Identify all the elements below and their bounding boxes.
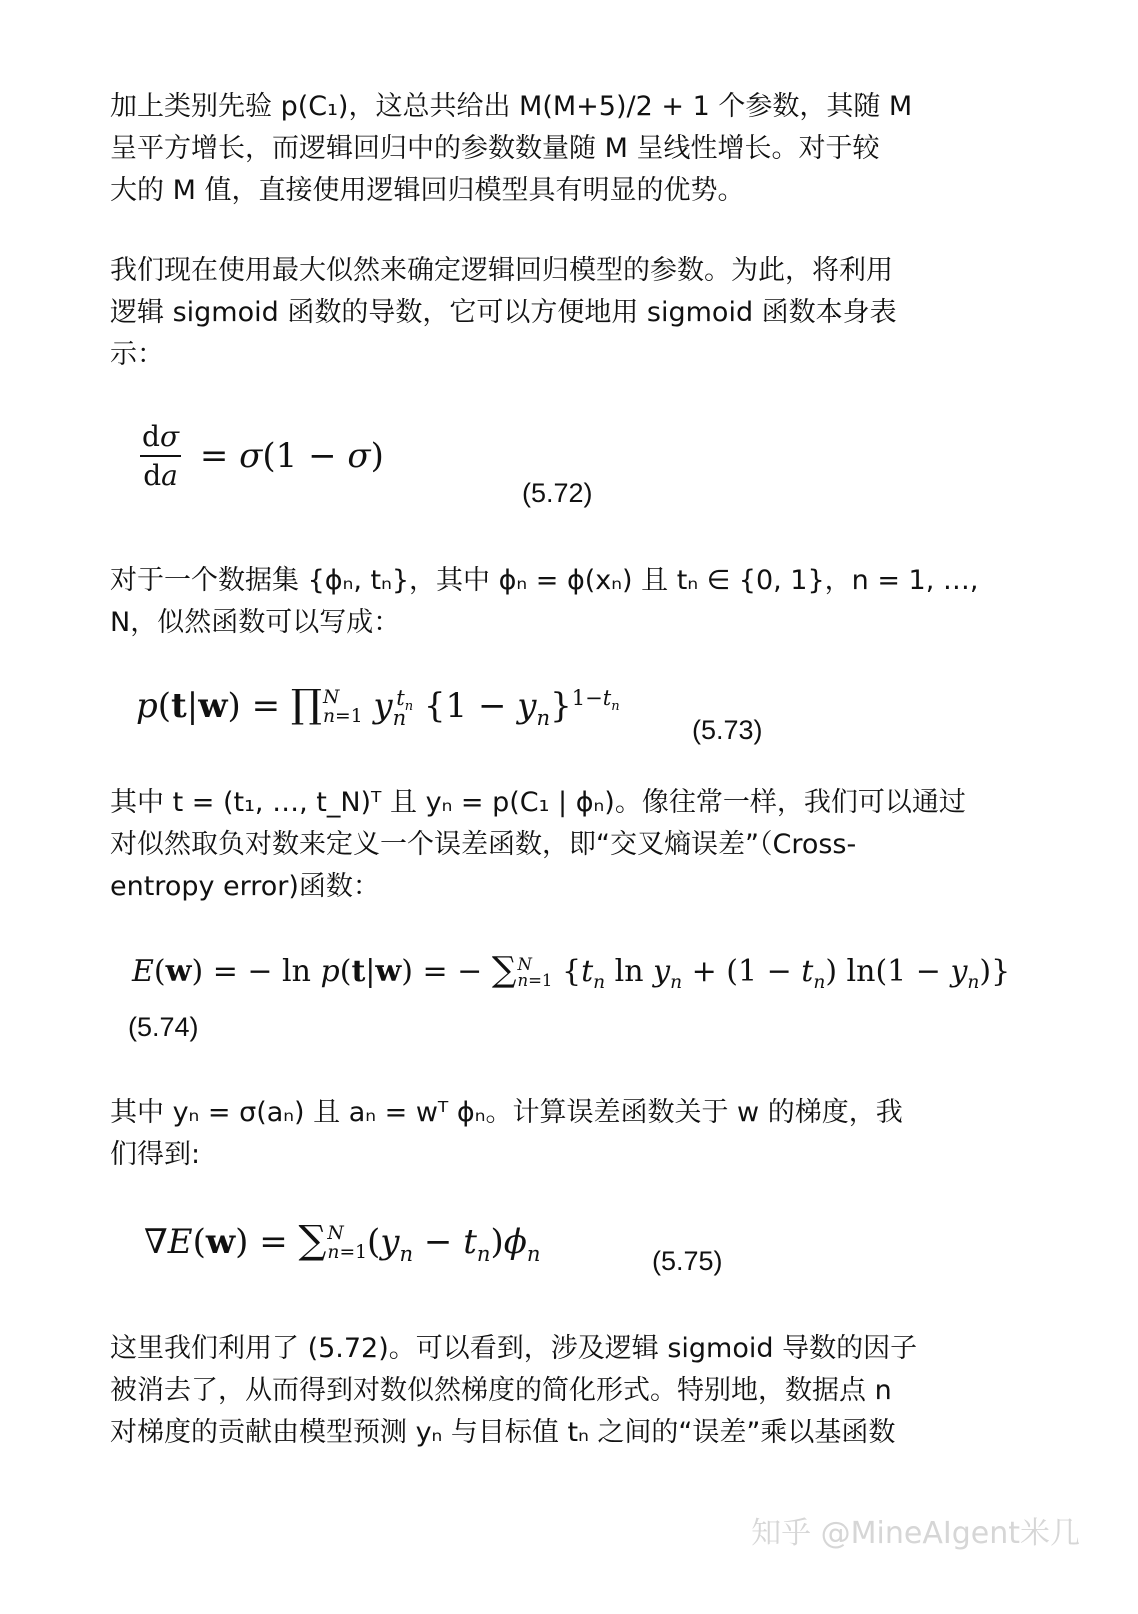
equation-number: (5.73) [692, 715, 763, 745]
paragraph-max-likelihood-intro [110, 250, 1010, 376]
equation-sigmoid-derivative: $\frac{d\sigma}{da}$ = σ(1 − σ) [142, 420, 384, 492]
text-line: 我们现在使用最大似然来确定逻辑回归模型的参数。为此，将利用 [110, 255, 893, 286]
text-line: 加上类别先验 p(C₁)，这总共给出 M(M+5)/2 + 1 个参数，其随 M [110, 91, 913, 122]
text-line: 对似然取负对数来定义一个误差函数，即“交叉熵误差”（Cross- [110, 829, 857, 860]
text-line: 被消去了，从而得到对数似然梯度的简化形式。特别地，数据点 n [110, 1375, 892, 1406]
paragraph-dataset-likelihood [110, 560, 1010, 644]
text-line: 其中 t = (t₁, …, t_N)ᵀ 且 yₙ = p(C₁ | ϕₙ)。像往常一样，我们可以通过 [110, 787, 966, 818]
text-line: 示： [110, 339, 164, 370]
equation-number: (5.72) [522, 478, 593, 508]
text-line: 对梯度的贡献由模型预测 yₙ 与目标值 tₙ 之间的“误差”乘以基函数 [110, 1417, 896, 1448]
text-line: 呈平方增长，而逻辑回归中的参数数量随 M 呈线性增长。对于较 [110, 133, 880, 164]
paragraph-parameter-count [110, 86, 1010, 212]
paragraph-gradient-explanation [110, 1328, 1010, 1454]
text-line: 这里我们利用了 (5.72)。可以看到，涉及逻辑 sigmoid 导数的因子 [110, 1333, 918, 1364]
fraction-dsigma-da: $\frac{d\sigma}{da}$ [142, 420, 180, 492]
paragraph-gradient-intro [110, 1092, 1010, 1176]
equation-gradient: ∇E(w) = ∑ N n=1 $(y_n - t_n)\phi_n$ [144, 1218, 541, 1266]
text-line: 们得到: [110, 1139, 201, 1170]
paragraph-cross-entropy-intro [110, 782, 1010, 908]
zhihu-watermark: 知乎 @MineAIgent米几 [751, 1516, 1080, 1551]
text-line: N，似然函数可以写成： [110, 607, 401, 638]
text-line: 对于一个数据集 {ϕₙ, tₙ}，其中 ϕₙ = ϕ(xₙ) 且 tₙ ∈ {0, 1}，n = 1, …, [110, 565, 979, 596]
equation-number: (5.75) [652, 1246, 723, 1276]
text-line: entropy error)函数： [110, 871, 380, 902]
equation-likelihood: p(t|w) = ∏ N n=1 $y_n^{t_n}$ $\{1 - y_n\}^{1-t_n}$ [136, 682, 620, 730]
equation-cross-entropy: E(w) = − ln p(t|w) = − ∑ N n=1 {$t_n$ $\ln y_n + (1 - t_n) \ln(1 - y_n)$} [132, 950, 1011, 993]
text-line: 其中 yₙ = σ(aₙ) 且 aₙ = wᵀ ϕₙ。计算误差函数关于 w 的梯度，我 [110, 1097, 903, 1128]
equation-number: (5.74) [128, 1012, 199, 1042]
text-line: 大的 M 值，直接使用逻辑回归模型具有明显的优势。 [110, 175, 745, 206]
text-line: 逻辑 sigmoid 函数的导数，它可以方便地用 sigmoid 函数本身表 [110, 297, 897, 328]
